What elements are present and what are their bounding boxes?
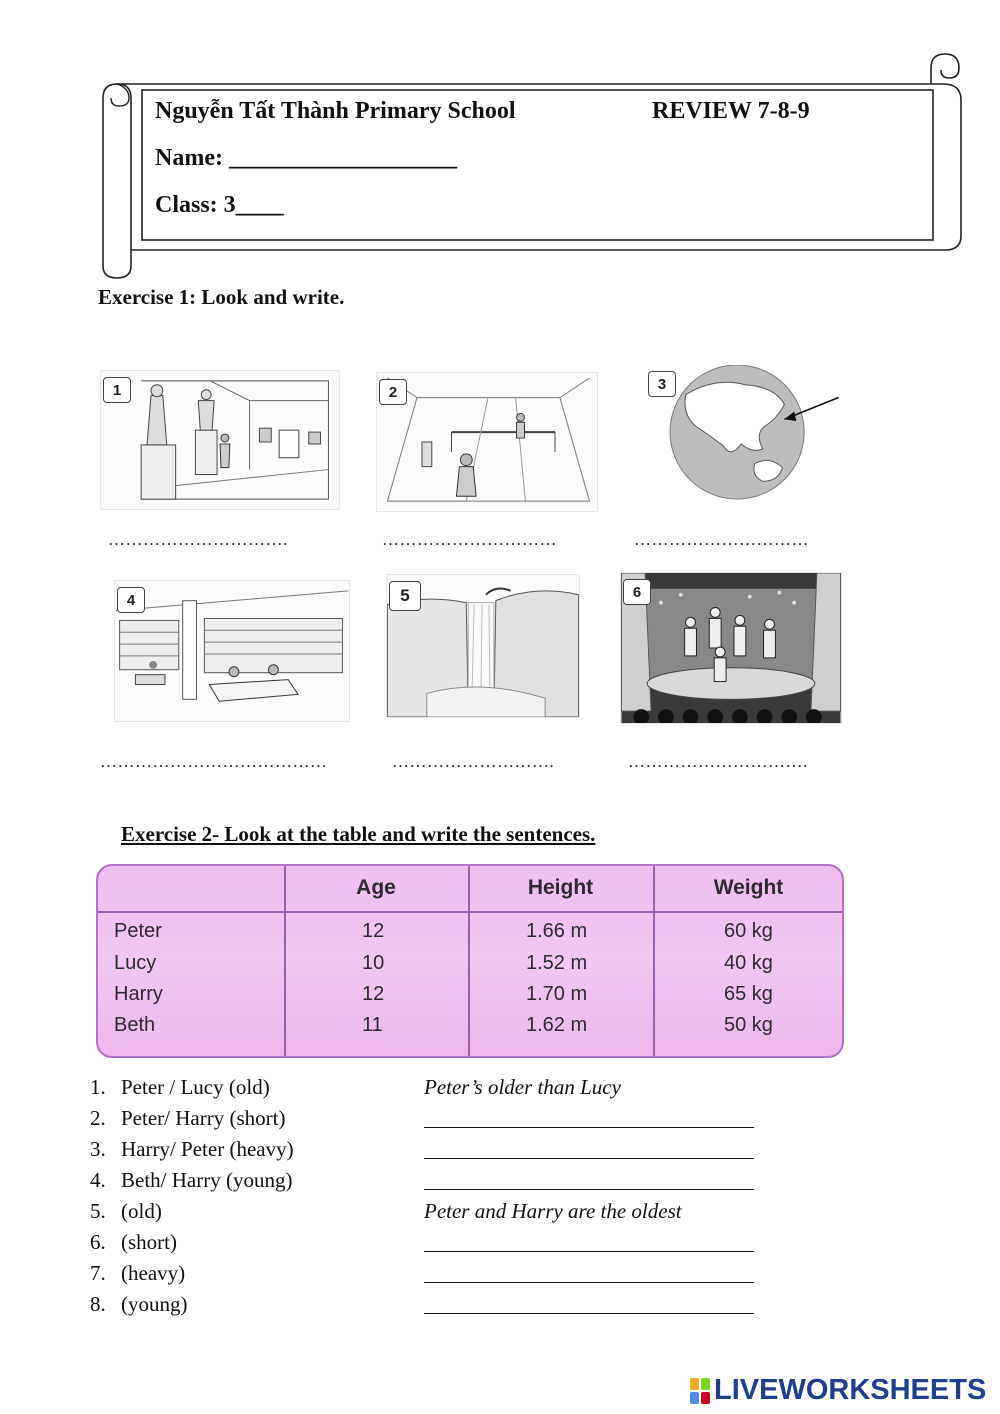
globe-asia-picture [645,364,845,504]
museum-picture [100,370,340,510]
brand-name: LIVEWORKSHEETS [714,1374,987,1406]
class-field[interactable]: Class: 3____ [155,192,284,218]
answer-blank-6[interactable] [424,1250,754,1252]
header-height: Height [527,876,594,899]
answer-line-2[interactable]: ………………………… [382,530,557,549]
liveworksheets-brand [690,1374,986,1407]
list-item-prompt: (young) [121,1292,188,1316]
table-cell-name: Peter [114,920,162,942]
name-field[interactable]: Name: ___________________ [155,145,457,171]
table-cell-name: Harry [114,983,163,1005]
list-item-prompt: Peter / Lucy (old) [121,1075,270,1099]
table-cell-weight: 60 kg [724,920,773,942]
answer-line-6[interactable]: …………………………. [628,752,808,771]
list-item-number: 8. [90,1292,106,1316]
answer-blank-7[interactable] [424,1281,754,1283]
table-cell-height: 1.70 m [526,983,588,1005]
answer-example-1: Peter’s older than Lucy [424,1075,621,1099]
list-item-number: 7. [90,1261,106,1285]
exercise2-title: Exercise 2- Look at the table and write the sentences. [121,822,596,846]
header-age: Age [356,876,396,899]
table-cell-age: 10 [362,952,385,974]
answer-line-3[interactable]: ………………………… [634,530,809,549]
table-cell-height: 1.62 m [526,1014,588,1036]
picture-number: 6 [623,579,651,605]
review-title: REVIEW 7-8-9 [652,98,810,124]
list-item-prompt: Harry/ Peter (heavy) [121,1137,294,1161]
picture-number: 5 [389,581,421,611]
table-cell-weight: 40 kg [724,952,773,974]
list-item-prompt: (old) [121,1199,162,1223]
list-item-number: 2. [90,1106,106,1130]
list-item-number: 3. [90,1137,106,1161]
list-item-number: 1. [90,1075,106,1099]
table-cell-height: 1.52 m [526,952,588,974]
table-cell-age: 11 [362,1014,383,1036]
comparison-table [96,864,844,1058]
table-cell-age: 12 [362,920,385,942]
list-item-number: 6. [90,1230,106,1254]
badminton-court-icon [377,373,597,511]
header-weight: Weight [713,876,784,899]
list-item-number: 5. [90,1199,106,1223]
answer-blank-4[interactable] [424,1188,754,1190]
answer-line-1[interactable]: …………………………. [108,530,288,549]
waterfall-picture [386,574,580,718]
library-picture [114,580,350,722]
concert-stage-picture [620,572,842,724]
table-cell-height: 1.66 m [526,920,588,942]
list-item-prompt: (short) [121,1230,177,1254]
list-item-prompt: Peter/ Harry (short) [121,1106,286,1130]
school-name: Nguyễn Tất Thành Primary School [155,98,516,124]
table-cell-name: Beth [114,1014,156,1036]
list-item-number: 4. [90,1168,106,1192]
answer-line-4[interactable]: ………………………………… [100,752,328,771]
picture-number: 4 [117,587,145,613]
stage-icon [621,573,841,723]
picture-number: 3 [648,371,676,397]
picture-number: 1 [103,377,131,403]
answer-example-5: Peter and Harry are the oldest [424,1199,682,1223]
table-cell-name: Lucy [114,952,157,974]
answer-blank-2[interactable] [424,1126,754,1128]
table-cell-age: 12 [362,983,385,1005]
liveworksheets-logo-icon [690,1378,710,1404]
picture-number: 2 [379,379,407,405]
exercise1-title: Exercise 1: Look and write. [98,285,345,309]
table-cell-weight: 50 kg [724,1014,773,1036]
list-item-prompt: (heavy) [121,1261,186,1285]
answer-blank-3[interactable] [424,1157,754,1159]
answer-line-5[interactable]: ………………………. [392,752,555,771]
answer-blank-8[interactable] [424,1312,754,1314]
museum-icon [101,371,339,509]
sports-centre-picture [376,372,598,512]
library-icon [115,581,349,721]
list-item-prompt: Beth/ Harry (young) [121,1168,293,1192]
table-cell-weight: 65 kg [724,983,773,1005]
